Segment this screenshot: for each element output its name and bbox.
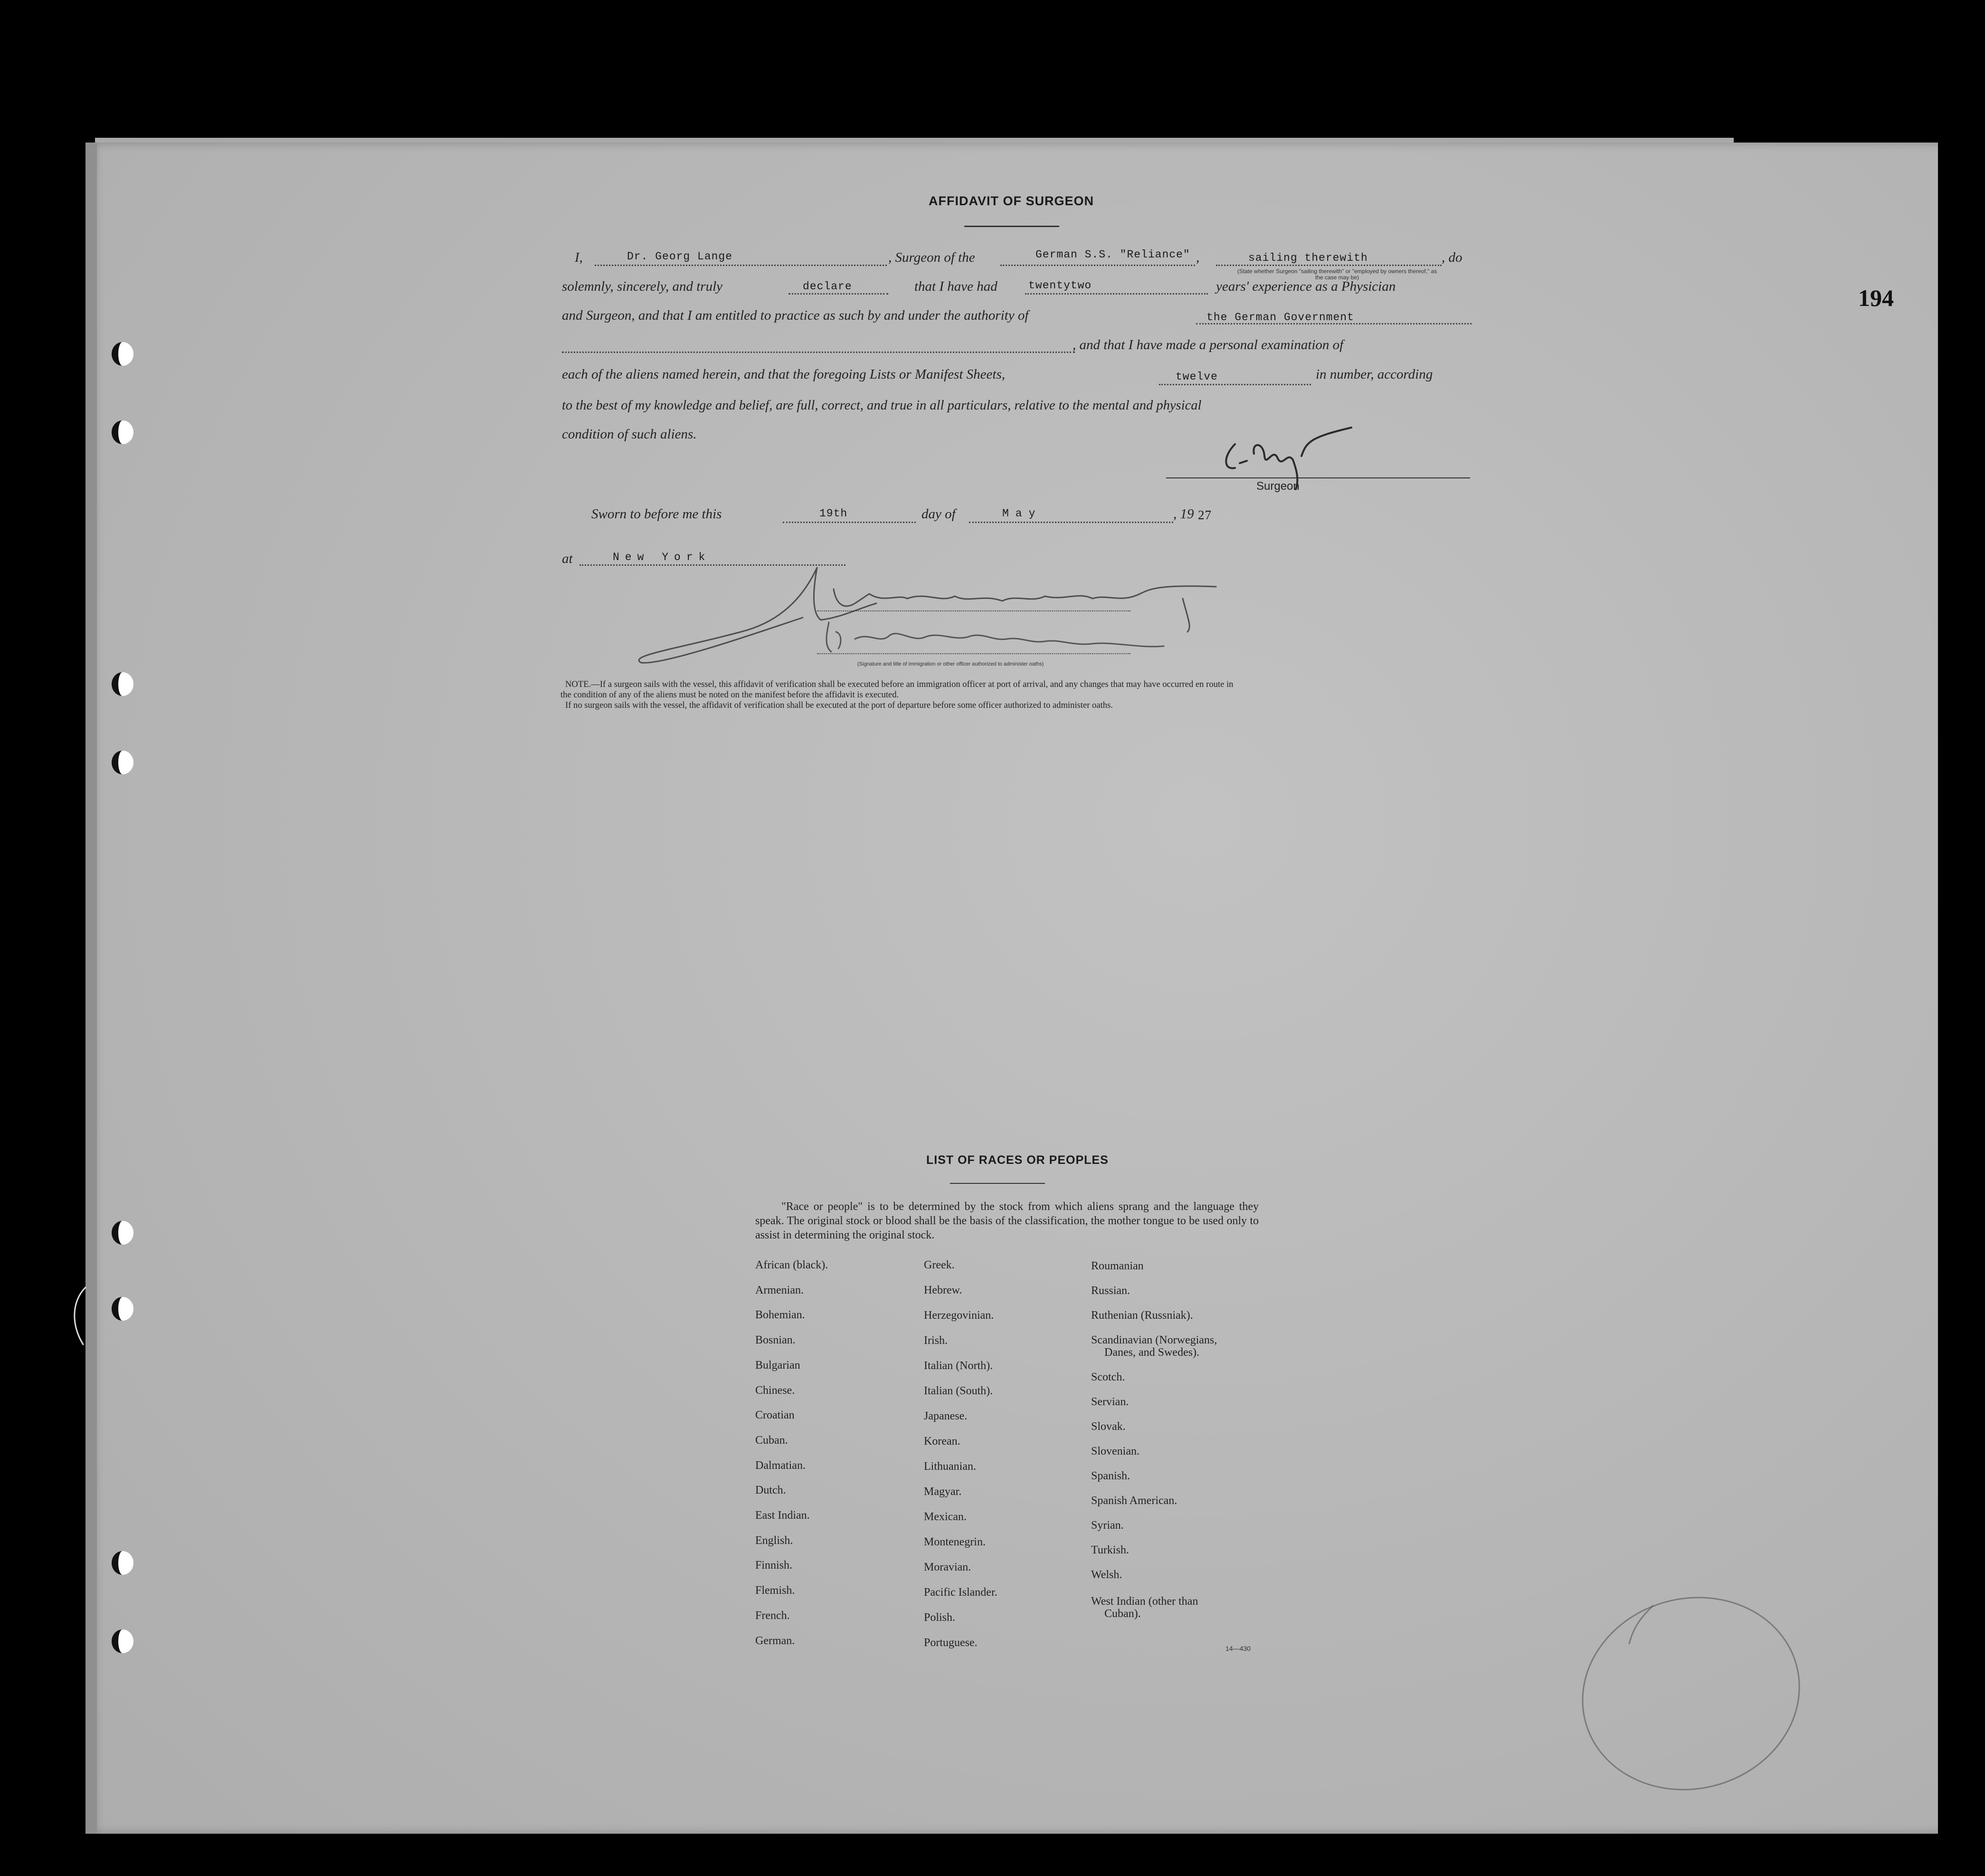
race-entry: Dutch. <box>755 1484 786 1497</box>
affidavit-line2-prefix: solemnly, sincerely, and truly <box>562 279 723 294</box>
sworn-day: 19th <box>819 507 848 520</box>
inspector-caption: (Signature and title of immigration or other officer authorized to administer oaths) <box>857 661 1044 667</box>
race-entry: Welsh. <box>1091 1569 1122 1581</box>
form-number: 14—430 <box>1225 1645 1251 1652</box>
status-instruction: (State whether Surgeon "sailing therewith" or "employed by owners thereof," as the case may be) <box>1237 268 1437 281</box>
race-entry: Syrian. <box>1091 1519 1124 1532</box>
race-entry: Polish. <box>924 1611 956 1624</box>
race-entry: Cuban). <box>1104 1608 1141 1620</box>
affidavit-line1-comma: , <box>1196 250 1200 265</box>
race-entry: Russian. <box>1091 1285 1130 1297</box>
affidavit-line1-do: , do <box>1442 250 1463 265</box>
races-title: LIST OF RACES OR PEOPLES <box>926 1153 1109 1167</box>
inspector-signature <box>639 568 1216 663</box>
affidavit-note-line3: If no surgeon sails with the vessel, the affidavit of verification shall be executed at the port of departure before some officer authorized to administer oaths. <box>565 700 1113 710</box>
inspector-title-signature <box>826 622 1164 652</box>
sworn-month: May <box>1002 507 1042 520</box>
race-entry: Slovenian. <box>1091 1445 1140 1457</box>
race-entry: Ruthenian (Russniak). <box>1091 1309 1193 1322</box>
place-prefix: at <box>562 551 573 566</box>
race-entry: Spanish. <box>1091 1470 1130 1482</box>
race-entry: Dalmatian. <box>755 1459 806 1472</box>
oath-type: declare <box>803 280 852 293</box>
race-entry: Slovak. <box>1091 1420 1126 1433</box>
race-entry: Flemish. <box>755 1584 795 1597</box>
race-entry: English. <box>755 1534 793 1547</box>
race-entry: Pacific Islander. <box>924 1586 997 1599</box>
pencil-oval-mark <box>1561 1573 1821 1813</box>
affidavit-line6: to the best of my knowledge and belief, are full, correct, and true in all particulars, relative to the mental and physical <box>562 398 1202 413</box>
surgeon-signature <box>1226 428 1351 489</box>
manifest-sheet-count: twelve <box>1176 371 1218 383</box>
race-entry: Montenegrin. <box>924 1536 986 1548</box>
surgeon-label: Surgeon <box>1256 480 1300 493</box>
sworn-year-suffix: 27 <box>1198 508 1212 522</box>
race-entry: Moravian. <box>924 1561 971 1573</box>
race-entry: Hebrew. <box>924 1284 962 1296</box>
race-entry: Roumanian <box>1091 1260 1144 1272</box>
race-entry: Servian. <box>1091 1396 1129 1408</box>
race-entry: Bohemian. <box>755 1309 805 1322</box>
race-entry: Turkish. <box>1091 1544 1129 1556</box>
races-intro: "Race or people" is to be determined by the stock from which aliens sprang and the language they speak. The original stock or blood shall be the basis of the classification, the mother tongue to be used only to assist in determining the original stock. <box>755 1200 1259 1241</box>
affidavit-note-line1: NOTE.—If a surgeon sails with the vessel, this affidavit of verification shall be executed before an immigration officer at port of arrival, and any changes that may have occurred en route in <box>565 679 1234 689</box>
race-entry: Bulgarian <box>755 1359 800 1371</box>
sworn-day-of: day of <box>921 506 956 522</box>
race-entry: Scandinavian (Norwegians, <box>1091 1334 1217 1346</box>
page-number: 194 <box>1858 285 1894 311</box>
binder-thread <box>75 1287 85 1344</box>
race-entry: Spanish American. <box>1091 1495 1178 1507</box>
surgeon-name: Dr. Georg Lange <box>627 250 733 263</box>
race-entry: Bosnian. <box>755 1334 796 1347</box>
race-entry: Italian (North). <box>924 1360 993 1372</box>
race-entry: Greek. <box>924 1259 955 1271</box>
race-entry: Croatian <box>755 1409 795 1422</box>
race-entry: Japanese. <box>924 1410 968 1422</box>
race-entry: Danes, and Swedes). <box>1104 1346 1199 1359</box>
race-entry: African (black). <box>755 1259 828 1271</box>
affidavit-line2-middle: that I have had <box>914 279 997 294</box>
affidavit-line3-prefix: and Surgeon, and that I am entitled to practice as such by and under the authority of <box>562 308 1029 323</box>
affidavit-line1-prefix: I, <box>575 250 583 265</box>
race-entry: Armenian. <box>755 1284 804 1296</box>
race-entry: Lithuanian. <box>924 1460 976 1473</box>
race-entry: West Indian (other than <box>1091 1595 1198 1608</box>
race-entry: Magyar. <box>924 1486 962 1498</box>
race-entry: Irish. <box>924 1334 948 1347</box>
race-entry: Cuban. <box>755 1434 788 1447</box>
affidavit-title: AFFIDAVIT OF SURGEON <box>929 194 1094 208</box>
sworn-prefix: Sworn to before me this <box>591 506 722 522</box>
years-experience: twentytwo <box>1028 279 1092 292</box>
vessel-name: German S.S. "Reliance" <box>1035 248 1190 261</box>
race-entry: Scotch. <box>1091 1371 1125 1383</box>
race-entry: Korean. <box>924 1435 960 1447</box>
affidavit-line7: condition of such aliens. <box>562 427 697 442</box>
place-city: New York <box>613 551 711 563</box>
sworn-year-prefix: , 19 <box>1173 506 1194 522</box>
affidavit-line4-suffix: , and that I have made a personal examination of <box>1073 337 1344 352</box>
race-entry: East Indian. <box>755 1509 810 1522</box>
race-entry: French. <box>755 1609 790 1622</box>
affidavit-line5-suffix: in number, according <box>1316 367 1433 382</box>
affidavit-line5-prefix: each of the aliens named herein, and that the foregoing Lists or Manifest Sheets, <box>562 367 1005 382</box>
race-entry: Chinese. <box>755 1384 795 1397</box>
affidavit-line2-suffix: years' experience as a Physician <box>1216 279 1396 294</box>
race-entry: Italian (South). <box>924 1385 993 1397</box>
authority: the German Government <box>1206 311 1354 324</box>
race-entry: German. <box>755 1634 795 1647</box>
race-entry: Portuguese. <box>924 1637 978 1649</box>
race-entry: Mexican. <box>924 1511 967 1523</box>
surgeon-status: sailing therewith <box>1248 252 1368 264</box>
race-entry: Finnish. <box>755 1559 793 1572</box>
affidavit-note-line2: the condition of any of the aliens must be noted on the manifest before the affidavit is executed. <box>560 690 899 700</box>
affidavit-line1-surgeon-of: , Surgeon of the <box>888 250 975 265</box>
race-entry: Herzegovinian. <box>924 1309 994 1322</box>
